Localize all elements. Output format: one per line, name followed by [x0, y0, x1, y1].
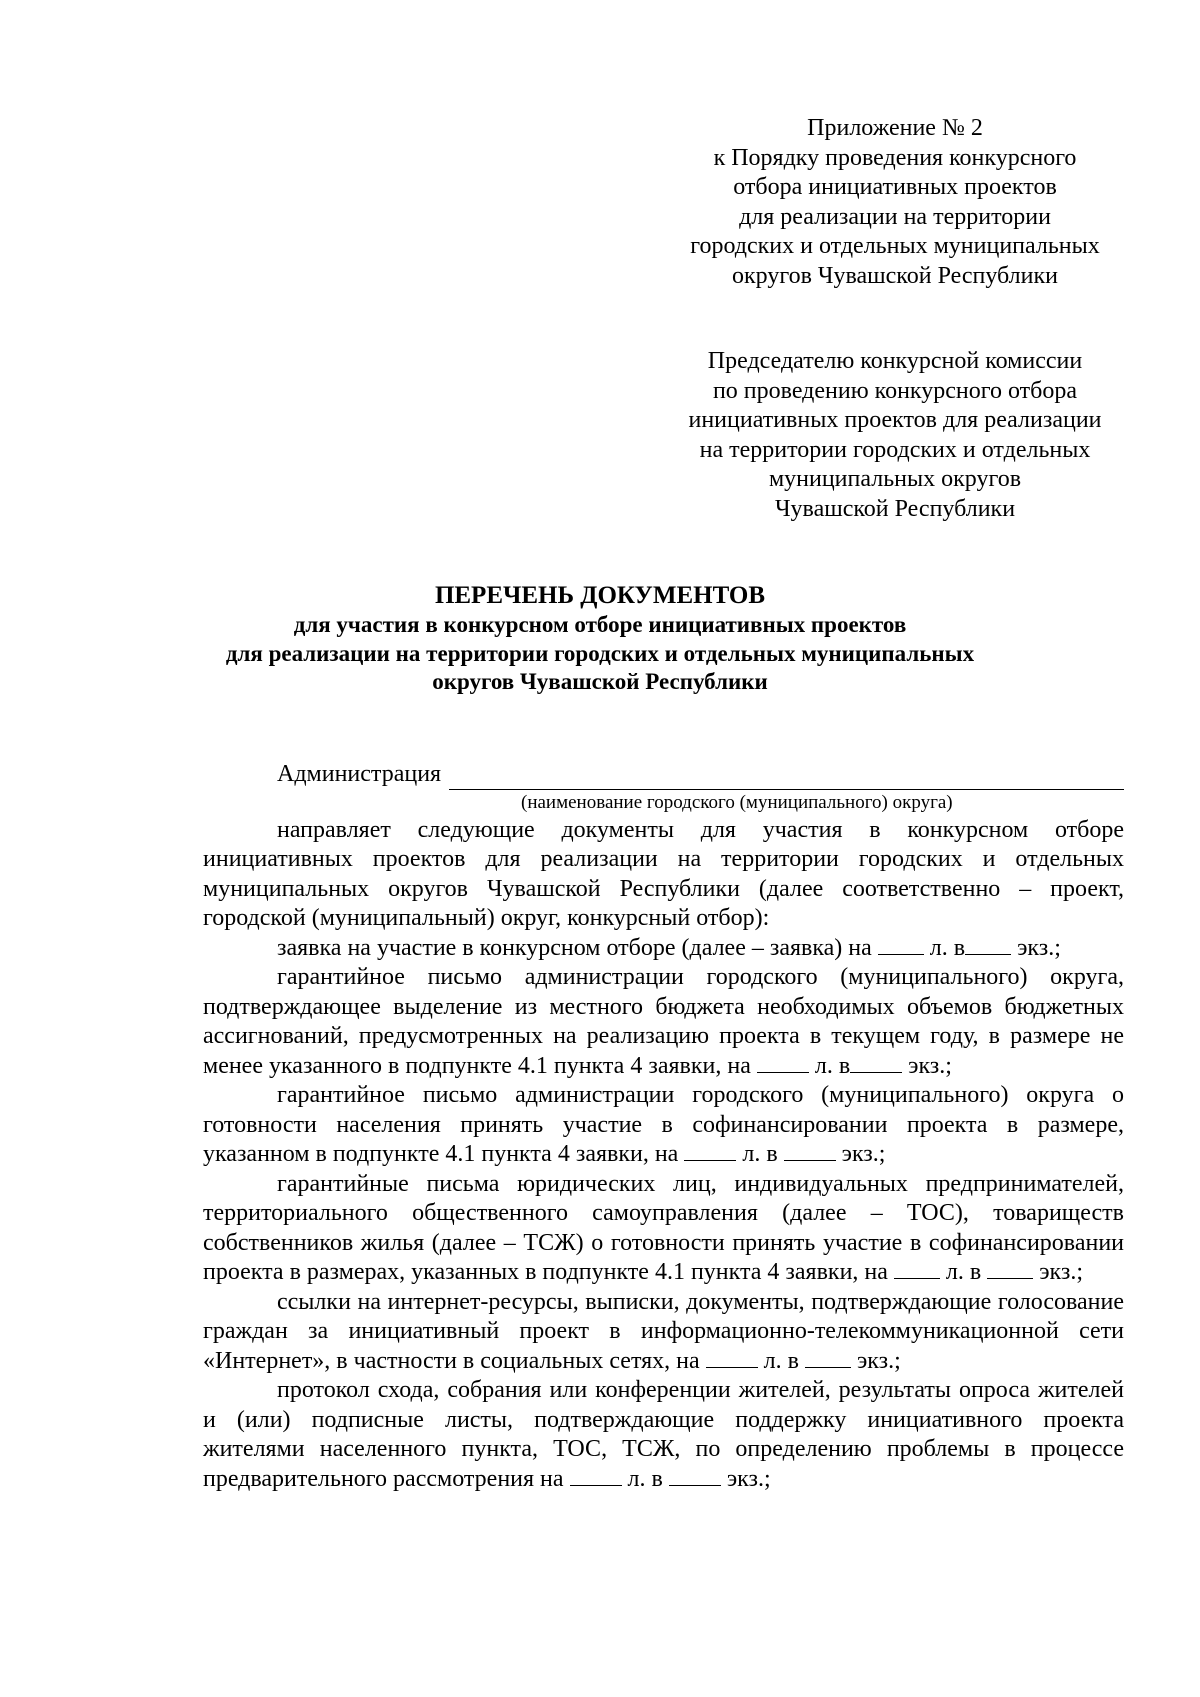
sheets-label: л. в: [763, 1347, 799, 1374]
sheets-blank: [757, 1052, 809, 1073]
item-text: гарантийное письмо администрации городского (муниципального) округа, подтверждающее выделение из местного бюджета необходимых объемов бюджетных ассигнований, предусмотренных на реализацию проекта в текущем году, в размере не менее указанного в подпункте 4.1 пункта 4 заявки, на: [203, 964, 1124, 1079]
copies-blank: [987, 1258, 1033, 1279]
addressee-line: инициативных проектов для реализации: [688, 407, 1102, 433]
item-text: протокол схода, собрания или конференции жителей, результаты опроса жителей и (или) подписные листы, подтверждающие поддержку инициативного проекта жителями населенного пункта, ТОС, ТСЖ, по определению проблемы в процессе предварительного рассмотрения на: [203, 1377, 1124, 1492]
appendix-line: для реализации на территории: [739, 203, 1051, 230]
sheets-label: л. в: [929, 934, 966, 961]
administration-line: [203, 760, 1124, 790]
sheets-blank: [894, 1258, 940, 1279]
document-item: [203, 1288, 1124, 1377]
document-item: [203, 1376, 1124, 1494]
document-item: [203, 1081, 1124, 1170]
copies-label: экз.;: [841, 1141, 886, 1167]
appendix-header: [660, 114, 1130, 291]
document-item: [203, 1170, 1124, 1288]
sheets-label: л. в: [945, 1259, 982, 1285]
addressee-line: на территории городских и отдельных: [699, 436, 1091, 463]
sheets-label: л. в: [742, 1141, 778, 1167]
document-title: ПЕРЕЧЕНЬ ДОКУМЕНТОВ: [434, 582, 766, 609]
item-text: заявка на участие в конкурсном отборе (далее – заявка) на: [277, 934, 872, 961]
copies-blank: [805, 1347, 851, 1368]
document-subtitle-line: для участия в конкурсном отборе инициативных проектов: [293, 612, 907, 637]
document-title-block: [150, 581, 1050, 697]
intro-paragraph: направляет следующие документы для участия в конкурсном отборе инициативных проектов для реализации на территории городских и отдельных муниципальных округов Чувашской Республики (далее соответственно – проект, городской (муниципальный) округ, конкурсный отбор):: [203, 816, 1124, 931]
item-text: гарантийные письма юридических лиц, индивидуальных предпринимателей, территориального общественного самоуправления (далее – ТОС), товариществ собственников жилья (далее – ТСЖ) о готовности принять участие в софинансировании проекта в размерах, указанных в подпункте 4.1 пункта 4 заявки, на: [203, 1170, 1124, 1285]
document-item: [203, 934, 1124, 964]
copies-blank: [965, 934, 1011, 955]
administration-label: Администрация: [277, 761, 442, 787]
addressee-line: Председателю конкурсной комиссии: [707, 348, 1083, 374]
item-text: гарантийное письмо администрации городского (муниципального) округа о готовности населения принять участие в софинансировании проекта в размере, указанном в подпункте 4.1 пункта 4 заявки, на: [203, 1082, 1124, 1167]
document-body: [203, 760, 1124, 1494]
document-subtitle-line: округов Чувашской Республики: [432, 669, 768, 694]
addressee-block: [660, 347, 1130, 524]
sheets-label: л. в: [627, 1465, 663, 1492]
appendix-line: отбора инициативных проектов: [733, 174, 1057, 200]
addressee-line: муниципальных округов: [768, 466, 1022, 492]
document-item: [203, 963, 1124, 1081]
sheets-blank: [684, 1140, 736, 1161]
sheets-blank: [878, 934, 924, 955]
sheets-blank: [706, 1347, 758, 1368]
copies-blank: [784, 1140, 836, 1161]
copies-label: экз.;: [908, 1052, 952, 1079]
copies-label: экз.;: [1017, 934, 1061, 961]
addressee-line: по проведению конкурсного отбора: [712, 377, 1078, 404]
copies-label: экз.;: [856, 1347, 901, 1374]
copies-blank: [669, 1465, 721, 1486]
appendix-line: округов Чувашской Республики: [731, 262, 1058, 289]
sheets-blank: [570, 1465, 622, 1486]
item-text: ссылки на интернет-ресурсы, выписки, документы, подтверждающие голосование граждан за инициативный проект в информационно-телекоммуникационной сети «Интернет», в частности в социальных сетях, на: [203, 1288, 1124, 1374]
appendix-line: к Порядку проведения конкурсного: [713, 144, 1077, 171]
sheets-label: л. в: [814, 1052, 851, 1079]
administration-name-blank: [449, 767, 1124, 790]
administration-caption: (наименование городского (муниципального) округа): [521, 791, 953, 813]
copies-label: экз.;: [1039, 1259, 1084, 1285]
appendix-line: городских и отдельных муниципальных: [690, 233, 1100, 259]
addressee-line: Чувашской Республики: [774, 495, 1016, 522]
copies-blank: [850, 1052, 902, 1073]
document-subtitle-line: для реализации на территории городских и отдельных муниципальных: [225, 640, 975, 666]
copies-label: экз.;: [726, 1465, 771, 1492]
appendix-line: Приложение № 2: [807, 115, 983, 141]
